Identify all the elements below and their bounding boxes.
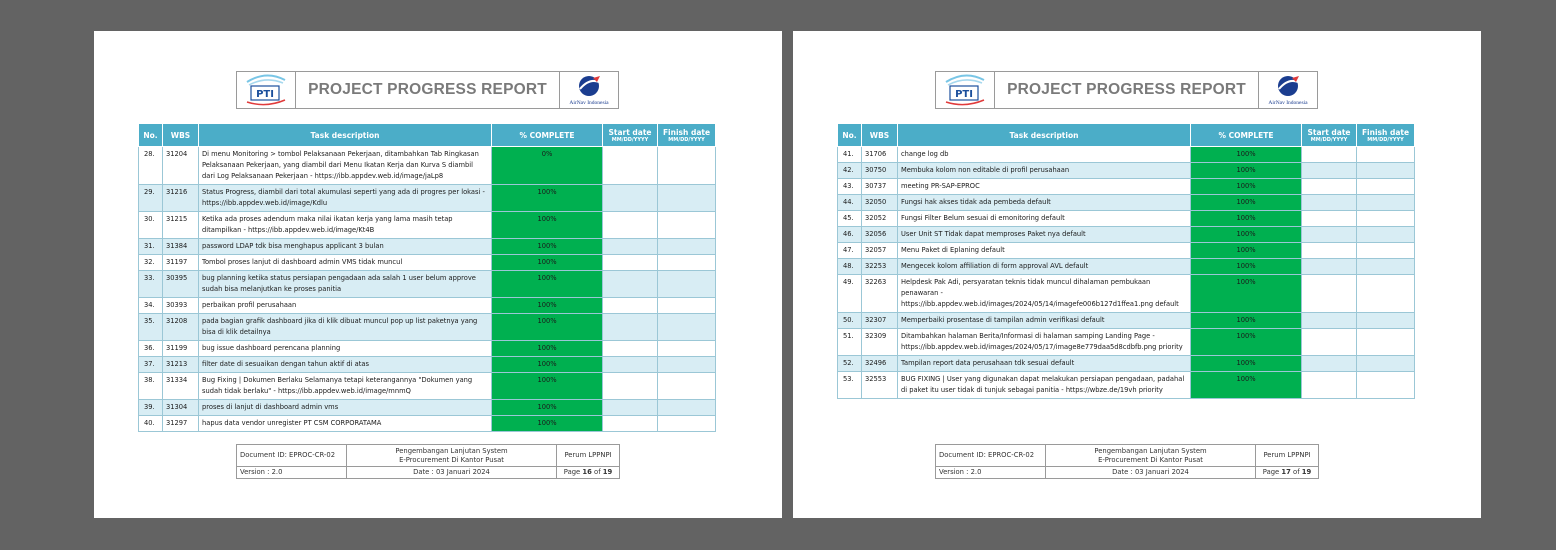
table-row [838, 372, 1415, 399]
row-finish-date [1357, 147, 1415, 163]
logo-text: PTI [256, 89, 274, 100]
row-percent-complete: 100% [1191, 313, 1302, 329]
row-start-date [603, 341, 658, 357]
row-finish-date [658, 357, 716, 373]
row-finish-date [1357, 329, 1415, 356]
row-finish-date [1357, 179, 1415, 195]
table-row [838, 179, 1415, 195]
row-finish-date [1357, 372, 1415, 399]
row-number: 41. [838, 147, 862, 163]
row-task-description: pada bagian grafik dashboard jika di klik dibuat muncul pop up list paketnya yang bisa di klik detailnya [199, 314, 492, 341]
pti-logo [237, 72, 296, 108]
row-wbs: 30393 [163, 298, 199, 314]
finish-label: Finish date [662, 127, 711, 137]
footer-doc-id: Document ID: EPROC-CR-02 [936, 445, 1046, 467]
current-page: 16 [582, 468, 592, 476]
start-label: Start date [1307, 127, 1351, 137]
row-finish-date [658, 298, 716, 314]
table-row [139, 271, 716, 298]
row-start-date [603, 212, 658, 239]
footer-desc-line1: Pengembangan Lanjutan System [395, 446, 508, 455]
table-row [139, 357, 716, 373]
table-row [838, 211, 1415, 227]
row-percent-complete: 100% [492, 314, 603, 341]
footer-desc-line2: E-Procurement Di Kantor Pusat [399, 455, 504, 464]
row-task-description: Ditambahkan halaman Berita/Informasi di halaman samping Landing Page - https://ibb.appdev.web.id/images/2024/05/17/image8e779daa5d8cdbfb.png priority [898, 329, 1191, 356]
table-row [139, 185, 716, 212]
row-finish-date [1357, 313, 1415, 329]
row-start-date [603, 185, 658, 212]
row-percent-complete: 100% [492, 185, 603, 212]
logo-text: PTI [955, 89, 973, 100]
task-table [837, 123, 1415, 399]
table-row [139, 416, 716, 432]
row-finish-date [1357, 356, 1415, 372]
document-footer [236, 444, 620, 479]
table-row [838, 243, 1415, 259]
row-wbs: 30395 [163, 271, 199, 298]
table-row [838, 259, 1415, 275]
row-finish-date [658, 185, 716, 212]
row-start-date [603, 147, 658, 185]
row-percent-complete: 100% [492, 212, 603, 239]
row-task-description: Fungsi Filter Belum sesuai di emonitoring default [898, 211, 1191, 227]
row-number: 39. [139, 400, 163, 416]
row-number: 28. [139, 147, 163, 185]
row-start-date [1302, 163, 1357, 179]
table-row [139, 373, 716, 400]
row-wbs: 31208 [163, 314, 199, 341]
row-number: 38. [139, 373, 163, 400]
row-wbs: 32263 [862, 275, 898, 313]
row-number: 47. [838, 243, 862, 259]
footer-org: Perum LPPNPI [1256, 445, 1319, 467]
row-wbs: 32496 [862, 356, 898, 372]
footer-version: Version : 2.0 [237, 467, 347, 479]
row-number: 37. [139, 357, 163, 373]
row-wbs: 32056 [862, 227, 898, 243]
row-finish-date [658, 416, 716, 432]
row-number: 43. [838, 179, 862, 195]
row-finish-date [1357, 227, 1415, 243]
report-header [236, 71, 619, 109]
row-finish-date [1357, 275, 1415, 313]
row-number: 46. [838, 227, 862, 243]
row-number: 42. [838, 163, 862, 179]
finish-label: Finish date [1361, 127, 1410, 137]
row-task-description: bug issue dashboard perencana planning [199, 341, 492, 357]
footer-date: Date : 03 Januari 2024 [1046, 467, 1256, 479]
row-finish-date [658, 373, 716, 400]
page-of: of [591, 468, 603, 476]
row-start-date [1302, 329, 1357, 356]
report-title: PROJECT PROGRESS REPORT [308, 81, 547, 98]
row-finish-date [1357, 163, 1415, 179]
table-row [838, 356, 1415, 372]
row-wbs: 31304 [163, 400, 199, 416]
footer-desc-line1: Pengembangan Lanjutan System [1094, 446, 1207, 455]
row-start-date [1302, 147, 1357, 163]
row-wbs: 32553 [862, 372, 898, 399]
col-task-header: Task description [199, 124, 492, 147]
row-finish-date [658, 212, 716, 239]
row-start-date [603, 271, 658, 298]
row-task-description: bug planning ketika status persiapan pengadaan ada salah 1 user belum approve sudah bisa melanjutkan ke proses panitia [199, 271, 492, 298]
row-task-description: Mengecek kolom affiliation di form approval AVL default [898, 259, 1191, 275]
col-complete-header: % COMPLETE [492, 124, 603, 147]
row-wbs: 32057 [862, 243, 898, 259]
row-percent-complete: 100% [1191, 329, 1302, 356]
row-percent-complete: 100% [492, 341, 603, 357]
row-start-date [1302, 195, 1357, 211]
row-start-date [1302, 227, 1357, 243]
col-finish-header [658, 124, 716, 147]
row-task-description: hapus data vendor unregister PT CSM CORPORATAMA [199, 416, 492, 432]
col-finish-header [1357, 124, 1415, 147]
start-label: Start date [608, 127, 652, 137]
row-wbs: 32309 [862, 329, 898, 356]
row-finish-date [658, 314, 716, 341]
row-task-description: Bug Fixing | Dokumen Berlaku Selamanya tetapi keterangannya "Dokumen yang sudah tidak berlaku" - https://ibb.appdev.web.id/image/mnmQ [199, 373, 492, 400]
start-format: MM/DD/YYYY [1310, 136, 1348, 143]
footer-doc-id: Document ID: EPROC-CR-02 [237, 445, 347, 467]
row-start-date [603, 314, 658, 341]
row-start-date [1302, 313, 1357, 329]
row-start-date [1302, 275, 1357, 313]
total-pages: 19 [1301, 468, 1312, 476]
row-percent-complete: 100% [1191, 227, 1302, 243]
row-number: 50. [838, 313, 862, 329]
table-row [139, 314, 716, 341]
row-wbs: 31216 [163, 185, 199, 212]
row-task-description: BUG FIXING | User yang digunakan dapat melakukan persiapan pengadaan, padahal di paket itu user tidak di tunjuk sebagai panitia - https://wbze.de/19vh priority [898, 372, 1191, 399]
row-task-description: Status Progress, diambil dari total akumulasi seperti yang ada di progres per lokasi - https://ibb.appdev.web.id/image/Kdlu [199, 185, 492, 212]
table-row [139, 400, 716, 416]
row-percent-complete: 100% [1191, 147, 1302, 163]
report-title: PROJECT PROGRESS REPORT [1007, 81, 1246, 98]
row-percent-complete: 100% [492, 357, 603, 373]
table-row [838, 275, 1415, 313]
airnav-logo [1258, 72, 1317, 108]
table-row [139, 147, 716, 185]
row-task-description: filter date di sesuaikan dengan tahun aktif di atas [199, 357, 492, 373]
col-task-header: Task description [898, 124, 1191, 147]
table-row [139, 239, 716, 255]
document-footer [935, 444, 1319, 479]
row-wbs: 31706 [862, 147, 898, 163]
row-percent-complete: 100% [1191, 356, 1302, 372]
table-row [139, 255, 716, 271]
row-percent-complete: 100% [1191, 275, 1302, 313]
col-no-header: No. [139, 124, 163, 147]
row-number: 48. [838, 259, 862, 275]
col-wbs-header: WBS [163, 124, 199, 147]
row-number: 44. [838, 195, 862, 211]
row-wbs: 31197 [163, 255, 199, 271]
row-number: 29. [139, 185, 163, 212]
row-task-description: Fungsi hak akses tidak ada pembeda default [898, 195, 1191, 211]
table-row [838, 147, 1415, 163]
row-finish-date [1357, 211, 1415, 227]
row-start-date [1302, 356, 1357, 372]
row-start-date [1302, 179, 1357, 195]
row-task-description: Menu Paket di Eplaning default [898, 243, 1191, 259]
row-percent-complete: 100% [1191, 372, 1302, 399]
row-wbs: 32052 [862, 211, 898, 227]
row-number: 34. [139, 298, 163, 314]
row-start-date [603, 255, 658, 271]
footer-version: Version : 2.0 [936, 467, 1046, 479]
table-row [139, 298, 716, 314]
row-start-date [603, 416, 658, 432]
page-prefix: Page [563, 468, 583, 476]
row-wbs: 31297 [163, 416, 199, 432]
row-task-description: Di menu Monitoring > tombol Pelaksanaan Pekerjaan, ditambahkan Tab Ringkasan Pelaksanaan Pekerjaan, yang diambil dari Menu Ikatan Kerja dan Kurva S diambil dari Log Pelaksanaan Pekerjaan - https://ibb.appdev.web.id/image/jaLp8 [199, 147, 492, 185]
footer-description [1046, 445, 1256, 467]
row-task-description: proses di lanjut di dashboard admin vms [199, 400, 492, 416]
row-number: 32. [139, 255, 163, 271]
row-wbs: 30737 [862, 179, 898, 195]
footer-org: Perum LPPNPI [557, 445, 620, 467]
row-task-description: password LDAP tdk bisa menghapus applicant 3 bulan [199, 239, 492, 255]
page-of: of [1290, 468, 1302, 476]
row-wbs: 31199 [163, 341, 199, 357]
row-start-date [1302, 259, 1357, 275]
row-task-description: Membuka kolom non editable di profil perusahaan [898, 163, 1191, 179]
row-number: 45. [838, 211, 862, 227]
row-wbs: 31384 [163, 239, 199, 255]
row-wbs: 32253 [862, 259, 898, 275]
table-row [838, 313, 1415, 329]
row-number: 53. [838, 372, 862, 399]
row-percent-complete: 100% [1191, 243, 1302, 259]
row-number: 35. [139, 314, 163, 341]
row-start-date [603, 373, 658, 400]
footer-date: Date : 03 Januari 2024 [347, 467, 557, 479]
row-finish-date [658, 400, 716, 416]
row-finish-date [1357, 195, 1415, 211]
pti-logo [936, 72, 995, 108]
task-table [138, 123, 716, 432]
finish-format: MM/DD/YYYY [1367, 136, 1404, 143]
row-percent-complete: 100% [492, 373, 603, 400]
table-row [838, 163, 1415, 179]
row-start-date [603, 298, 658, 314]
airnav-text: AirNav Indonesia [569, 100, 609, 106]
row-number: 33. [139, 271, 163, 298]
row-number: 40. [139, 416, 163, 432]
row-percent-complete: 100% [1191, 179, 1302, 195]
row-percent-complete: 100% [492, 298, 603, 314]
start-format: MM/DD/YYYY [611, 136, 649, 143]
document-page-16 [94, 31, 782, 518]
row-finish-date [658, 255, 716, 271]
row-wbs: 32050 [862, 195, 898, 211]
row-percent-complete: 100% [492, 400, 603, 416]
row-number: 30. [139, 212, 163, 239]
footer-description [347, 445, 557, 467]
col-start-header [603, 124, 658, 147]
row-number: 31. [139, 239, 163, 255]
row-finish-date [1357, 243, 1415, 259]
footer-page-number [1256, 467, 1319, 479]
footer-page-number [557, 467, 620, 479]
table-row [838, 195, 1415, 211]
airnav-logo [559, 72, 618, 108]
row-number: 36. [139, 341, 163, 357]
col-complete-header: % COMPLETE [1191, 124, 1302, 147]
row-percent-complete: 0% [492, 147, 603, 185]
row-percent-complete: 100% [1191, 259, 1302, 275]
row-percent-complete: 100% [492, 416, 603, 432]
row-number: 49. [838, 275, 862, 313]
page-prefix: Page [1262, 468, 1282, 476]
row-task-description: change log db [898, 147, 1191, 163]
row-task-description: User Unit ST Tidak dapat memproses Paket nya default [898, 227, 1191, 243]
row-start-date [1302, 372, 1357, 399]
row-percent-complete: 100% [1191, 195, 1302, 211]
row-task-description: Tombol proses lanjut di dashboard admin VMS tidak muncul [199, 255, 492, 271]
row-number: 52. [838, 356, 862, 372]
table-row [838, 329, 1415, 356]
row-start-date [1302, 243, 1357, 259]
row-wbs: 32307 [862, 313, 898, 329]
row-number: 51. [838, 329, 862, 356]
row-task-description: Ketika ada proses adendum maka nilai ikatan kerja yang lama masih tetap ditampilkan - https://ibb.appdev.web.id/image/Kt4B [199, 212, 492, 239]
table-header-row [838, 124, 1415, 147]
row-wbs: 31213 [163, 357, 199, 373]
row-task-description: meeting PR-SAP-EPROC [898, 179, 1191, 195]
row-start-date [1302, 211, 1357, 227]
table-header-row [139, 124, 716, 147]
row-task-description: perbaikan profil perusahaan [199, 298, 492, 314]
row-percent-complete: 100% [1191, 163, 1302, 179]
airnav-text: AirNav Indonesia [1268, 100, 1308, 106]
col-no-header: No. [838, 124, 862, 147]
report-header [935, 71, 1318, 109]
total-pages: 19 [602, 468, 613, 476]
row-wbs: 31204 [163, 147, 199, 185]
document-page-17 [793, 31, 1481, 518]
row-finish-date [1357, 259, 1415, 275]
row-finish-date [658, 341, 716, 357]
row-percent-complete: 100% [1191, 211, 1302, 227]
row-task-description: Tampilan report data perusahaan tdk sesuai default [898, 356, 1191, 372]
row-task-description: Memperbaiki prosentase di tampilan admin verifikasi default [898, 313, 1191, 329]
row-start-date [603, 239, 658, 255]
table-row [838, 227, 1415, 243]
row-finish-date [658, 147, 716, 185]
row-task-description: Helpdesk Pak Adi, persyaratan teknis tidak muncul dihalaman pembukaan penawaran - https://ibb.appdev.web.id/images/2024/05/14/imagefe006b127d1ffea1.png default [898, 275, 1191, 313]
row-percent-complete: 100% [492, 239, 603, 255]
table-row [139, 341, 716, 357]
row-percent-complete: 100% [492, 255, 603, 271]
row-finish-date [658, 239, 716, 255]
col-wbs-header: WBS [862, 124, 898, 147]
finish-format: MM/DD/YYYY [668, 136, 705, 143]
table-row [139, 212, 716, 239]
footer-desc-line2: E-Procurement Di Kantor Pusat [1098, 455, 1203, 464]
row-start-date [603, 357, 658, 373]
current-page: 17 [1281, 468, 1291, 476]
row-finish-date [658, 271, 716, 298]
row-wbs: 31334 [163, 373, 199, 400]
row-wbs: 31215 [163, 212, 199, 239]
col-start-header [1302, 124, 1357, 147]
row-start-date [603, 400, 658, 416]
row-wbs: 30750 [862, 163, 898, 179]
row-percent-complete: 100% [492, 271, 603, 298]
